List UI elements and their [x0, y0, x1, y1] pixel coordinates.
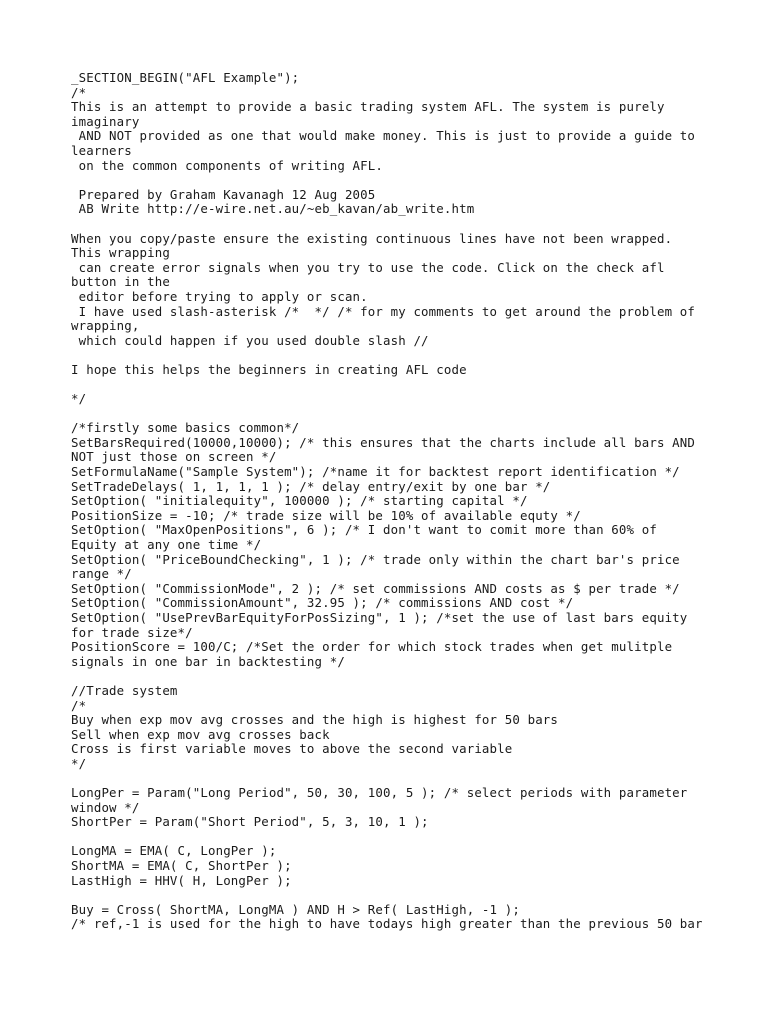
code-line: range */	[71, 566, 132, 582]
code-line: on the common components of writing AFL.	[71, 157, 384, 173]
code-line: SetBarsRequired(10000,10000); /* this ensures that the charts include all bars AND	[71, 434, 696, 450]
blank-line	[71, 173, 761, 188]
code-line: LongPer = Param("Long Period", 50, 30, 100, 5 ); /* select periods with parameter	[71, 785, 688, 801]
code-line: /* ref,-1 is used for the high to have todays high greater than the previous 50 bar	[71, 916, 703, 932]
code-line: SetOption( "UsePrevBarEquityForPosSizing", 1 ); /*set the use of last bars equity	[71, 609, 688, 625]
code-line: SetOption( "CommissionAmount", 32.95 ); /* commissions AND cost */	[71, 595, 574, 611]
code-line: ShortPer = Param("Short Period", 5, 3, 10, 1 );	[71, 814, 429, 830]
code-line: AB Write http://e-wire.net.au/~eb_kavan/ab_write.htm	[71, 201, 475, 217]
code-line: */	[71, 391, 87, 407]
code-line: */	[71, 755, 87, 771]
code-line: Equity at any one time */	[71, 537, 262, 552]
code-line: I hope this helps the beginners in creating AFL code	[71, 361, 467, 377]
code-line: SetOption( "MaxOpenPositions", 6 ); /* I don't want to comit more than 60% of	[71, 522, 657, 538]
code-line: SetOption( "CommissionMode", 2 ); /* set commissions AND costs as $ per trade */	[71, 580, 680, 596]
code-line: SetTradeDelays( 1, 1, 1, 1 ); /* delay entry/exit by one bar */	[71, 478, 551, 494]
code-line: which could happen if you used double slash //	[71, 332, 429, 348]
code-line: I have used slash-asterisk /* */ /* for my comments to get around the problem of	[71, 303, 696, 319]
code-line: PositionScore = 100/C; /*Set the order for which stock trades when get mulitple	[71, 639, 673, 655]
code-line: This is an attempt to provide a basic trading system AFL. The system is purely	[71, 99, 665, 115]
code-line: /*firstly some basics common*/	[71, 420, 300, 436]
blank-line	[71, 377, 761, 392]
code-line: can create error signals when you try to use the code. Click on the check afl	[71, 259, 665, 275]
code-line: imaginary	[71, 113, 140, 129]
blank-line	[71, 217, 761, 232]
code-line: /*	[71, 697, 87, 713]
code-line: button in the	[71, 274, 170, 290]
code-line: window */	[71, 799, 140, 815]
code-line: AND NOT provided as one that would make money. This is just to provide a guide to	[71, 128, 696, 144]
blank-line	[71, 407, 761, 422]
code-line: signals in one bar in backtesting */	[71, 653, 345, 669]
code-line: Prepared by Graham Kavanagh 12 Aug 2005	[71, 186, 376, 202]
code-line: SetFormulaName("Sample System"); /*name it for backtest report identification */	[71, 464, 680, 480]
code-line: Sell when exp mov avg crosses back	[71, 726, 330, 742]
blank-line	[71, 772, 761, 787]
code-line: LastHigh = HHV( H, LongPer );	[71, 872, 292, 888]
code-line: //Trade system	[71, 682, 178, 698]
blank-line	[71, 888, 761, 903]
code-line: editor before trying to apply or scan.	[71, 288, 368, 304]
code-line: Buy = Cross( ShortMA, LongMA ) AND H > Ref( LastHigh, -1 );	[71, 901, 520, 917]
code-line: Cross is first variable moves to above the second variable	[71, 741, 513, 757]
code-line: SetOption( "initialequity", 100000 ); /* starting capital */	[71, 493, 528, 509]
code-line: SetOption( "PriceBoundChecking", 1 ); /* trade only within the chart bar's price	[71, 551, 680, 567]
code-line: When you copy/paste ensure the existing continuous lines have not been wrapped.	[71, 230, 673, 246]
code-line: PositionSize = -10; /* trade size will be 10% of available equty */	[71, 507, 581, 523]
blank-line	[71, 669, 761, 684]
blank-line	[71, 830, 761, 845]
code-line: learners	[71, 142, 132, 158]
code-line: This wrapping	[71, 245, 170, 261]
code-line: Buy when exp mov avg crosses and the high is highest for 50 bars	[71, 712, 559, 728]
code-line: /*	[71, 84, 87, 100]
code-line: for trade size*/	[71, 624, 193, 640]
code-line: NOT just those on screen */	[71, 449, 277, 465]
code-line: LongMA = EMA( C, LongPer );	[71, 843, 277, 859]
document-body	[71, 71, 761, 932]
code-line: ShortMA = EMA( C, ShortPer );	[71, 858, 292, 874]
blank-line	[71, 348, 761, 363]
code-line: _SECTION_BEGIN("AFL Example");	[71, 70, 300, 85]
code-line: wrapping,	[71, 318, 140, 334]
